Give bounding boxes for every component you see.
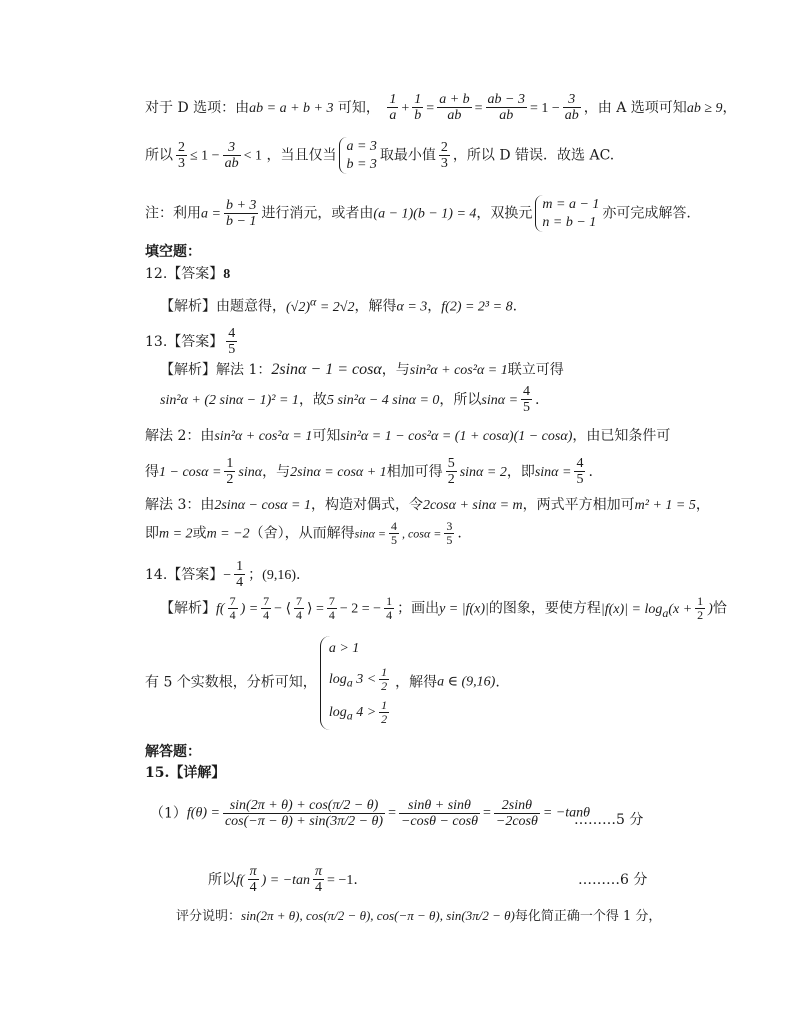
math: m = 2	[159, 526, 193, 542]
text: 注：利用	[145, 205, 201, 222]
math: sin²α = 1 − cos²α = (1 + cosα)(1 − cosα)	[340, 429, 573, 444]
fraction: $\frac{4}{5}$	[523, 384, 531, 416]
text: ，由 A 选项可知	[583, 99, 687, 116]
fraction: $\frac{1}{a}$	[389, 92, 397, 124]
text: 13.【答案】	[145, 333, 224, 350]
text: 【解析】由题意得，	[160, 298, 286, 315]
math: 2sinα = cosα + 1	[290, 464, 387, 480]
math: 2sinα − cosα = 1	[214, 498, 311, 513]
fraction: $\frac{\pi}{4}$	[315, 864, 323, 896]
q12-answer	[145, 266, 230, 284]
math: ab ≥ 9	[686, 100, 723, 116]
q13-method1-line2: sin²α + (2 sinα − 1)² = 1，故5 sin²α − 4 sinα = 0，所以sinα = $\frac{4}{5}$ .	[160, 384, 540, 416]
fraction: $\frac{3}{ab}$	[224, 139, 239, 171]
math: sin²α + (2 sinα − 1)² = 1	[160, 392, 299, 408]
fraction: $\frac{b + 3}{b - 1}$	[225, 197, 257, 229]
brace-system: a > 1 $\log_a 3$ < $\frac{1}{2}$ $\log_a 4$ > $\frac{1}{2}$	[320, 636, 392, 730]
q15-part1: （1）f(θ) = $\frac{\sin(2\pi + \theta) + \cos(\pi/2 - \theta)}{\cos(-\pi - \theta) + \sin(3\pi/2 - \theta)}$ = $\frac{\sin\theta + \sin\theta}{-\cos\theta - \cos\theta}$ = $\frac{2\sin\theta}{-2\cos\theta}$ = −tanθ	[150, 798, 591, 830]
text: 解法 3：由	[145, 497, 215, 513]
math: a =	[201, 206, 221, 222]
fraction: $\frac{4}{5}$	[576, 456, 584, 488]
text: 所以	[145, 147, 173, 164]
text: 【解析】解法 1：	[160, 362, 272, 378]
q14-analysis-line1: 【解析】f( $\frac{7}{4}$ ) = $\frac{7}{4}$ − ⟨ $\frac{7}{4}$ ⟩ = $\frac{7}{4}$ − 2 = − $\frac{1}{4}$ ；画出y = |f(x)|的图象，要使方程$|f(x)| = \log_a(x$ + $\frac{1}{2}$ )恰	[160, 594, 727, 623]
fraction: $\frac{7}{4}$	[328, 594, 335, 623]
math: α = 3	[396, 299, 428, 315]
q13-method1-line1: 【解析】解法 1：2sinα − 1 = cosα，与sin²α + cos²α = 1联立可得	[160, 361, 564, 378]
math: f(2) = 2³ = 8	[441, 299, 513, 315]
q13-method2-line1: 解法 2：由sin²α + cos²α = 1可知sin²α = 1 − cos²α = (1 + cosα)(1 − cosα)，由已知条件可	[145, 428, 671, 444]
text: 进行消元，或者由	[261, 205, 374, 222]
q14-answer: 14.【答案】− $\frac{1}{4}$ ；(9,16).	[145, 559, 301, 591]
answer-value: 8	[223, 267, 231, 282]
math: $|f(x)| = \log_a(x$ +	[600, 601, 693, 620]
fraction: $\frac{2}{3}$	[178, 139, 185, 171]
text: ，当且仅当	[266, 147, 337, 164]
fraction: $\frac{3}{ab}$	[564, 92, 579, 124]
fraction: $\frac{3}{5}$	[446, 519, 453, 548]
fraction: $\frac{a + b}{ab}$	[439, 92, 470, 124]
fraction: $\frac{7}{4}$	[263, 594, 270, 623]
fraction: $\frac{1}{2}$	[226, 456, 234, 488]
q14-analysis-line2: 有 5 个实数根，分析可知， a > 1 $\log_a 3$ < $\frac{1}{2}$ $\log_a 4$ > $\frac{1}{2}$ ，解得a ∈ (9,16).	[145, 636, 500, 730]
section-title-fill: 填空题：	[145, 244, 201, 260]
note-line	[145, 195, 691, 232]
fraction: $\frac{1}{4}$	[386, 594, 393, 623]
math: ab = a + b + 3	[249, 100, 334, 116]
fraction: $\frac{\pi}{4}$	[249, 864, 257, 896]
text: 对于 D 选项：由	[145, 99, 250, 116]
q13-method3-line2: 即m = 2或m = −2（舍），从而解得sinα = $\frac{4}{5}$ , cosα = $\frac{3}{5}$ .	[145, 519, 462, 548]
math: 2cosα + sinα = m	[422, 498, 523, 513]
q13-answer	[145, 326, 240, 358]
scoring-note: 评分说明：sin(2π + θ), cos(π/2 − θ), cos(−π − θ), sin(3π/2 − θ)每化简正确一个得 1 分，	[176, 908, 662, 924]
brace-system: a = 3 b = 3	[339, 137, 376, 174]
option-d-line: 对于 D 选项：由ab = a + b + 3 可知， $\frac{1}{a}$ + $\frac{1}{b}$ = $\frac{a + b}{ab}$ = $\frac{ab - 3}{ab}$ = 1 − $\frac{3}{ab}$ ，由 A 选项可知ab ≥ 9，	[145, 92, 737, 124]
text: 可知，	[333, 99, 380, 116]
fraction: $\frac{4}{5}$	[228, 326, 236, 358]
fraction: $\frac{7}{4}$	[229, 594, 236, 623]
fraction: $\frac{4}{5}$	[390, 519, 397, 548]
q13-method3-line1: 解法 3：由2sinα − cosα = 1，构造对偶式，令2cosα + sinα = m，两式平方相加可m² + 1 = 5，	[145, 497, 710, 513]
math: $(√2)^\alpha = 2√2$	[286, 294, 355, 315]
text: ，双换元	[476, 205, 533, 222]
math: m = −2	[206, 526, 250, 542]
fraction: $\frac{ab - 3}{ab}$	[487, 92, 525, 124]
fraction: $\frac{7}{4}$	[296, 594, 303, 623]
math: (9,16)	[262, 567, 296, 583]
text: ，所以 D 错误．故选 AC.	[452, 147, 615, 164]
math: 2sinα − 1 = cosα	[271, 361, 382, 378]
math: sin²α + cos²α = 1	[214, 429, 313, 444]
text: 亦可完成解答.	[602, 205, 691, 222]
fraction: $\frac{\sin(2\pi + \theta) + \cos(\pi/2 - \theta)}{\cos(-\pi - \theta) + \sin(3\pi/2 - \theta)}$	[224, 798, 384, 830]
math: 1 − cosα =	[159, 464, 222, 480]
q15-title: 15.【详解】	[145, 765, 226, 781]
text: 解法 2：由	[145, 428, 215, 444]
score-6: ………6 分	[578, 872, 648, 888]
text: 取最小值	[379, 147, 436, 164]
fraction: $\frac{\sin\theta + \sin\theta}{-\cos\theta - \cos\theta}$	[400, 798, 478, 830]
fraction: $\frac{2\sin\theta}{-2\cos\theta}$	[495, 798, 538, 830]
fraction: $\frac{1}{4}$	[236, 559, 244, 591]
fraction: $\frac{1}{b}$	[414, 92, 422, 124]
q13-method2-line2: 得1 − cosα = $\frac{1}{2}$ sinα，与2sinα = cosα + 1相加可得 $\frac{5}{2}$ sinα = 2，即sinα = $\frac{4}{5}$ .	[145, 456, 593, 488]
math: m² + 1 = 5	[634, 498, 696, 513]
fraction: $\frac{2}{3}$	[440, 139, 448, 171]
math: (a − 1)(b − 1) = 4	[373, 206, 477, 222]
math: 5 sin²α − 4 sinα = 0	[326, 392, 440, 408]
score-5: ………5 分	[574, 812, 644, 828]
q12-analysis: 【解析】由题意得，$(√2)^\alpha = 2√2$，解得α = 3，f(2) = 2³ = 8.	[160, 294, 518, 315]
math: sinα =	[481, 392, 519, 408]
fraction: $\frac{5}{2}$	[447, 456, 455, 488]
text: 12.【答案】	[145, 266, 224, 282]
fraction: $\frac{1}{2}$	[697, 594, 704, 623]
section-title-answer: 解答题：	[145, 744, 201, 760]
brace-system: m = a − 1 n = b − 1	[535, 195, 599, 232]
q15-part1-result: 所以f( $\frac{\pi}{4}$ ) = −tan $\frac{\pi}{4}$ = −1.	[208, 864, 358, 896]
math: sin²α + cos²α = 1	[409, 363, 508, 378]
conclusion-line: 所以 $\frac{2}{3}$ ≤ 1 − $\frac{3}{ab}$ < 1 ，当且仅当 a = 3 b = 3 取最小值 $\frac{2}{3}$ ，所以 D 错误．故选 AC.	[145, 137, 614, 174]
text: 14.【答案】	[145, 566, 224, 583]
